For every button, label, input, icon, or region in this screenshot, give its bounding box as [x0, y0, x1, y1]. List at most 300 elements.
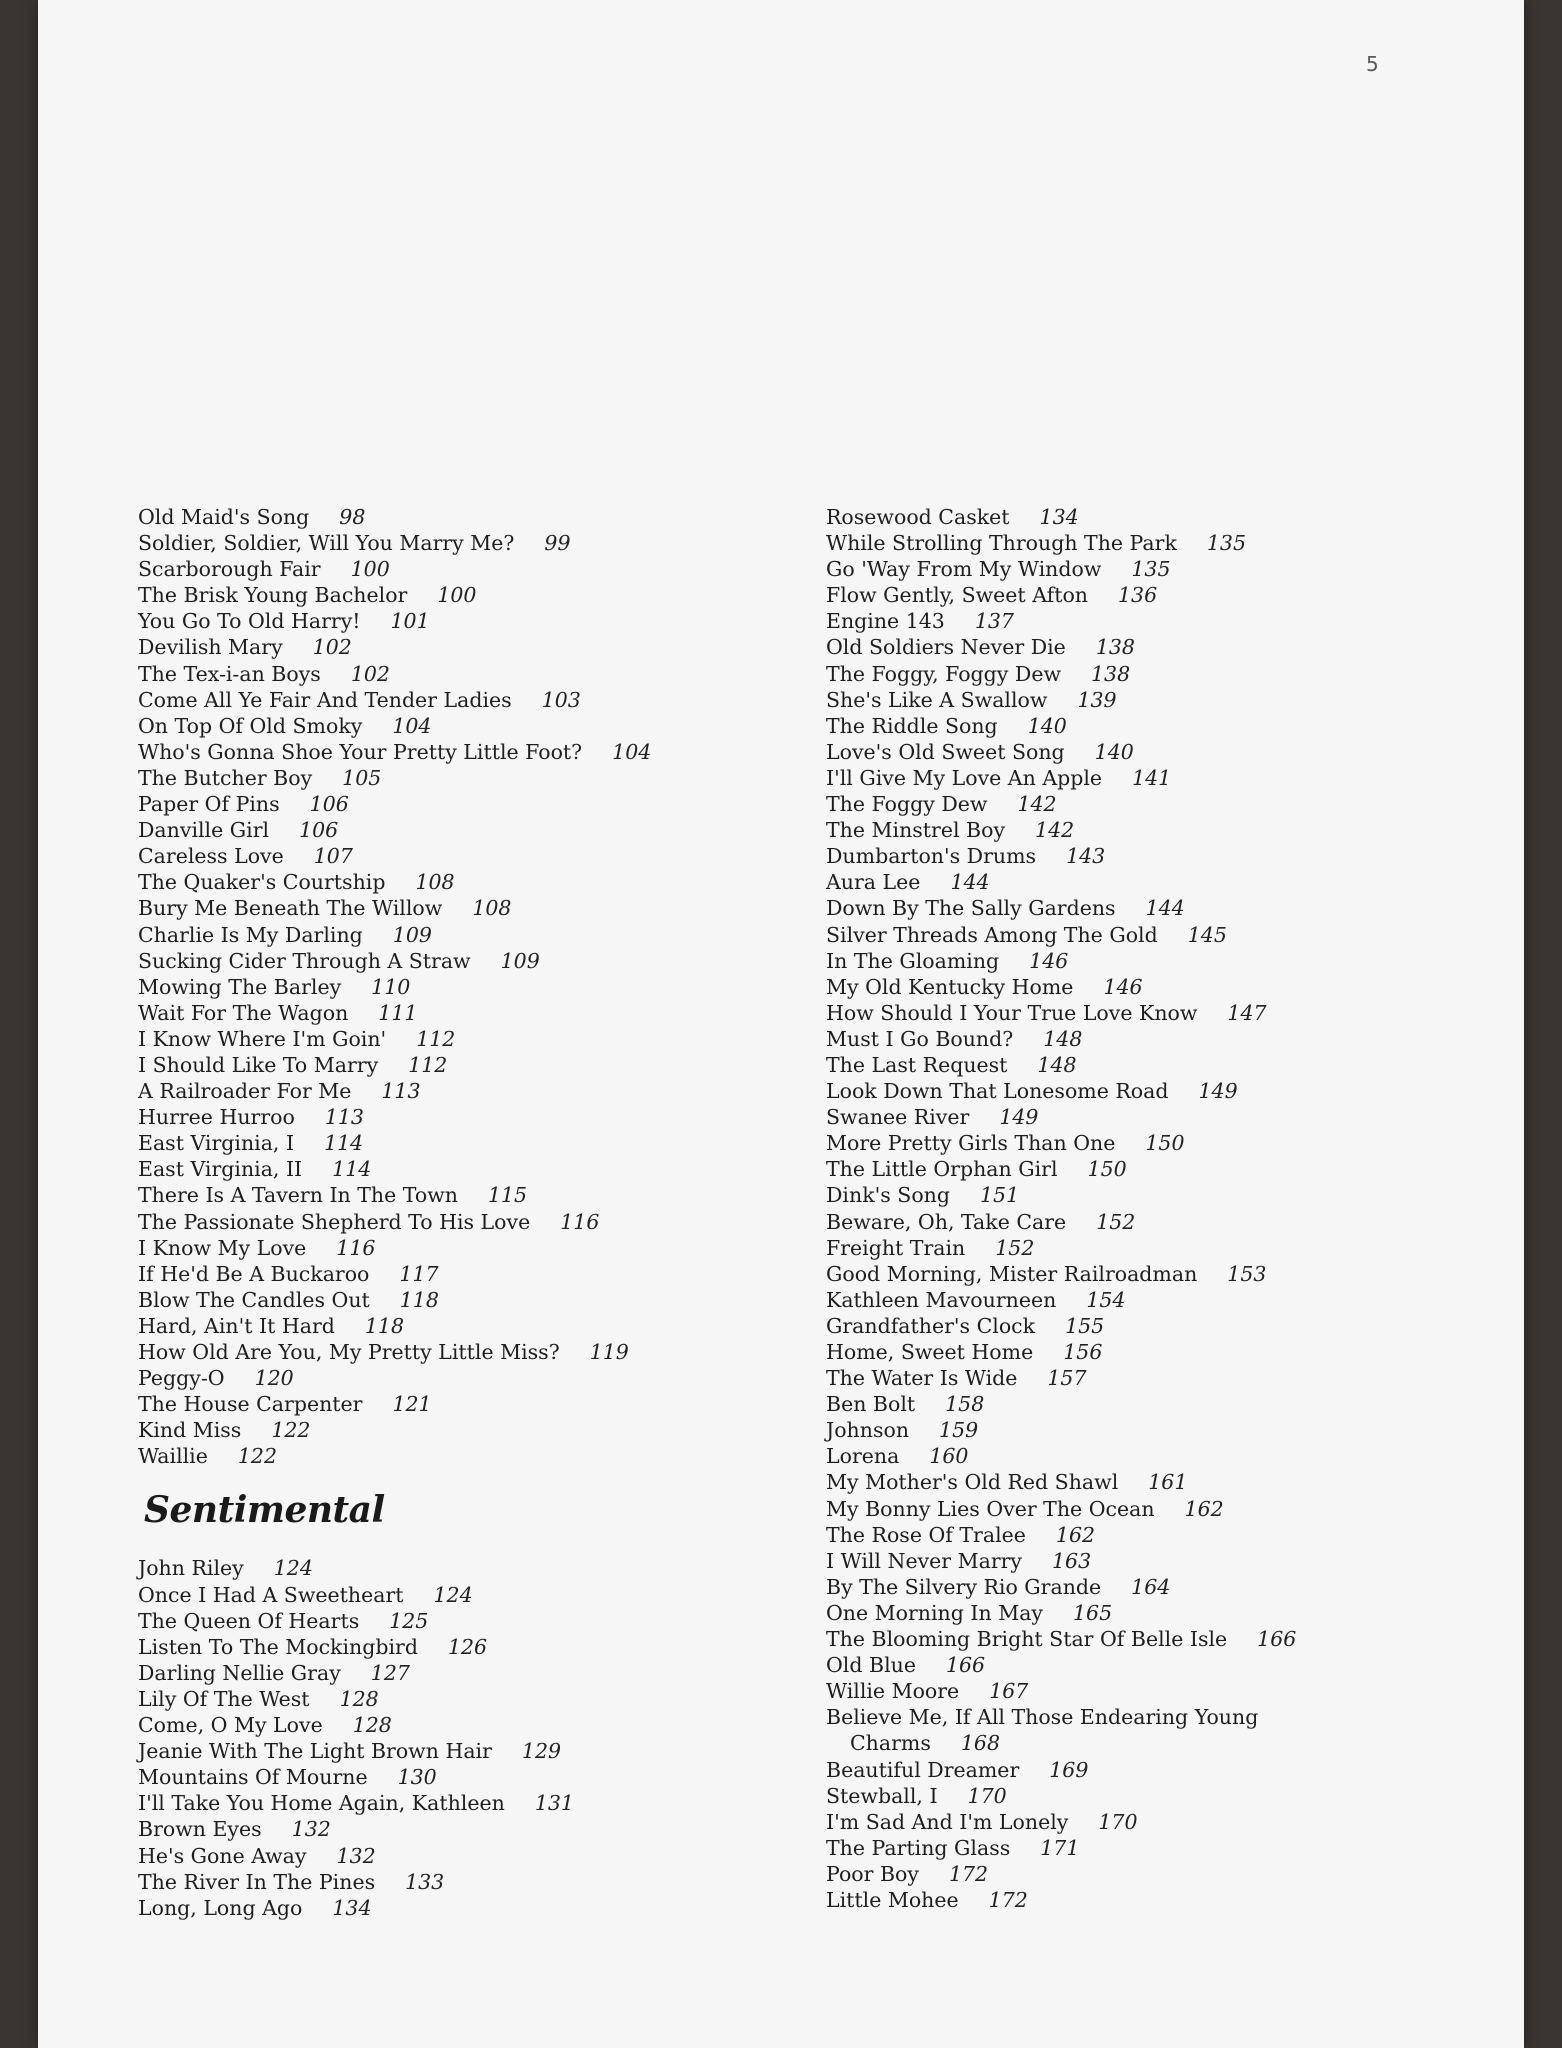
page-ref: 115 — [487, 1183, 528, 1208]
song-title: The Tex-i-an Boys — [138, 661, 321, 686]
toc-entry — [826, 1365, 1506, 1391]
toc-entry — [138, 922, 758, 948]
song-title: Look Down That Lonesome Road — [826, 1079, 1169, 1104]
song-title: Love's Old Sweet Song — [826, 739, 1065, 764]
toc-entry — [138, 739, 758, 765]
toc-entry — [826, 1443, 1506, 1469]
toc-entry — [826, 530, 1506, 556]
toc-entry — [138, 530, 758, 556]
page-ref: 164 — [1131, 1574, 1171, 1599]
toc-entry — [826, 1261, 1506, 1287]
song-title: Kathleen Mavourneen — [826, 1287, 1057, 1312]
page-ref: 171 — [1040, 1835, 1080, 1860]
toc-entry — [138, 1843, 758, 1869]
page-ref: 143 — [1066, 844, 1106, 869]
page-ref: 136 — [1118, 583, 1158, 608]
song-title: On Top Of Old Smoky — [138, 713, 363, 738]
song-title: Listen To The Mockingbird — [138, 1634, 418, 1659]
page-ref: 128 — [352, 1713, 392, 1738]
song-title: More Pretty Girls Than One — [826, 1131, 1116, 1156]
song-title: The Blooming Bright Star Of Belle Isle — [826, 1627, 1228, 1652]
page-number: 5 — [1366, 52, 1379, 76]
song-title: Old Maid's Song — [138, 505, 310, 529]
song-title: Dink's Song — [826, 1183, 951, 1208]
page-ref: 108 — [415, 870, 455, 895]
toc-entry — [826, 869, 1506, 895]
page-ref: 170 — [1098, 1809, 1138, 1834]
toc-entry — [826, 765, 1506, 791]
toc-entry — [138, 1261, 758, 1287]
toc-entry — [138, 948, 758, 974]
toc-entry — [826, 608, 1506, 634]
song-title: By The Silvery Rio Grande — [826, 1574, 1102, 1599]
toc-entry — [138, 1104, 758, 1130]
page-ref: 149 — [1198, 1079, 1238, 1104]
toc-entry — [138, 895, 758, 921]
page-ref: 170 — [967, 1783, 1007, 1808]
song-title: In The Gloaming — [826, 948, 1000, 973]
page-ref: 144 — [1145, 896, 1185, 921]
toc-entry — [138, 1182, 758, 1208]
toc-entry — [138, 1156, 758, 1182]
page-ref: 167 — [989, 1679, 1029, 1704]
song-title: Good Morning, Mister Railroadman — [826, 1261, 1198, 1286]
page-ref: 139 — [1077, 687, 1117, 712]
song-title: Old Blue — [826, 1653, 916, 1678]
toc-entry — [826, 713, 1506, 739]
song-title: Who's Gonna Shoe Your Pretty Little Foot? — [138, 739, 583, 764]
toc-entry — [826, 1313, 1506, 1339]
song-title: The River In The Pines — [138, 1869, 376, 1894]
page-ref: 112 — [408, 1052, 448, 1077]
song-title: The Foggy, Foggy Dew — [826, 661, 1062, 686]
page-ref: 166 — [1257, 1627, 1297, 1652]
page-ref: 109 — [500, 948, 540, 973]
page-ref: 160 — [929, 1444, 969, 1469]
toc-entry — [826, 1783, 1506, 1809]
section-heading-sentimental: Sentimental — [144, 1489, 385, 1532]
page-ref: 135 — [1206, 531, 1247, 556]
toc-entry — [138, 1895, 758, 1921]
page-ref: 118 — [399, 1287, 439, 1312]
toc-entry — [138, 843, 758, 869]
toc-entry — [138, 1634, 758, 1660]
toc-entry — [826, 1809, 1506, 1835]
song-title: The Rose Of Tralee — [826, 1522, 1026, 1547]
page-ref: 114 — [324, 1131, 364, 1156]
toc-entry — [826, 1600, 1506, 1626]
right-entries — [826, 504, 1506, 1913]
toc-entry — [826, 739, 1506, 765]
toc-entry — [138, 1790, 758, 1816]
song-title: I Know Where I'm Goin' — [138, 1026, 387, 1051]
song-title: Home, Sweet Home — [826, 1340, 1034, 1364]
toc-entry — [138, 1816, 758, 1842]
song-title: Come, O My Love — [138, 1713, 323, 1738]
song-title: The Water Is Wide — [826, 1366, 1018, 1391]
song-title: Grandfather's Clock — [826, 1313, 1036, 1338]
page-ref: 153 — [1227, 1261, 1267, 1286]
page-ref: 108 — [472, 896, 512, 921]
song-title: There Is A Tavern In The Town — [138, 1183, 458, 1208]
page-ref: 102 — [312, 635, 352, 660]
page-ref: 154 — [1086, 1287, 1126, 1312]
page-ref: 98 — [339, 505, 366, 529]
toc-entry — [138, 1287, 758, 1313]
song-title: Swanee River — [826, 1105, 970, 1130]
toc-entry — [826, 1704, 1370, 1756]
song-title: Kind Miss — [138, 1418, 242, 1443]
song-title: Engine 143 — [826, 609, 945, 634]
song-title: The Minstrel Boy — [826, 818, 1006, 843]
page-ref: 127 — [370, 1660, 410, 1685]
song-title: Down By The Sally Gardens — [826, 896, 1116, 921]
toc-entry — [826, 1417, 1506, 1443]
page-ref: 110 — [371, 974, 411, 999]
toc-entry — [138, 1660, 758, 1686]
song-title: Scarborough Fair — [138, 557, 321, 582]
page-ref: 109 — [392, 922, 432, 947]
page-ref: 161 — [1148, 1470, 1188, 1495]
song-title: The Queen Of Hearts — [138, 1608, 360, 1633]
page-ref: 152 — [995, 1235, 1035, 1260]
toc-entry — [826, 1339, 1506, 1365]
toc-entry — [138, 608, 758, 634]
song-title: The Passionate Shepherd To His Love — [138, 1209, 531, 1234]
page-ref: 124 — [273, 1556, 313, 1581]
song-title: Flow Gently, Sweet Afton — [826, 583, 1089, 608]
toc-entry — [826, 1209, 1506, 1235]
toc-entry — [138, 687, 758, 713]
page-ref: 122 — [271, 1418, 311, 1443]
page-ref: 121 — [392, 1392, 432, 1417]
toc-entry — [826, 1391, 1506, 1417]
song-title: The Foggy Dew — [826, 792, 988, 817]
toc-entry — [826, 1626, 1506, 1652]
song-title: Little Mohee — [826, 1887, 959, 1912]
song-title: If He'd Be A Buckaroo — [138, 1261, 370, 1286]
toc-entry — [138, 1339, 758, 1365]
toc-entry — [138, 582, 758, 608]
song-title: Careless Love — [138, 844, 284, 869]
song-title: Mowing The Barley — [138, 974, 342, 999]
song-title: How Old Are You, My Pretty Little Miss? — [138, 1340, 560, 1364]
song-title: Brown Eyes — [138, 1817, 262, 1842]
page-ref: 116 — [560, 1209, 600, 1234]
toc-entry — [826, 1887, 1506, 1913]
song-title: My Old Kentucky Home — [826, 974, 1074, 999]
page-ref: 166 — [945, 1653, 986, 1678]
song-title: Dumbarton's Drums — [826, 844, 1037, 869]
toc-entry — [826, 974, 1506, 1000]
song-title: The Parting Glass — [826, 1835, 1011, 1860]
toc-entry — [826, 504, 1506, 530]
page-ref: 135 — [1131, 557, 1171, 582]
toc-entry — [138, 1686, 758, 1712]
page-ref: 133 — [405, 1869, 445, 1894]
toc-entry — [826, 1757, 1506, 1783]
page-ref: 125 — [389, 1608, 429, 1633]
song-title: The Butcher Boy — [138, 765, 313, 790]
toc-entry — [826, 1000, 1506, 1026]
song-title: Soldier, Soldier, Will You Marry Me? — [138, 531, 515, 556]
toc-entry — [138, 1608, 758, 1634]
page-ref: 138 — [1095, 635, 1135, 660]
page-ref: 145 — [1187, 922, 1227, 947]
toc-entry — [138, 765, 758, 791]
song-title: Peggy-O — [138, 1366, 225, 1391]
song-title: Johnson — [826, 1418, 910, 1443]
toc-entry — [826, 1235, 1506, 1261]
page-ref: 149 — [999, 1105, 1039, 1130]
song-title: East Virginia, II — [138, 1157, 303, 1182]
toc-entry — [138, 1026, 758, 1052]
page-ref: 163 — [1052, 1548, 1092, 1573]
song-title: Hard, Ain't It Hard — [138, 1313, 335, 1338]
toc-entry — [138, 1869, 758, 1895]
toc-entry — [826, 1522, 1506, 1548]
page-ref: 141 — [1132, 765, 1172, 790]
toc-entry — [138, 1417, 758, 1443]
toc-entry — [826, 1182, 1506, 1208]
song-title: Hurree Hurroo — [138, 1105, 295, 1130]
page-ref: 158 — [945, 1392, 985, 1417]
page-ref: 116 — [336, 1235, 376, 1260]
song-title: I'm Sad And I'm Lonely — [826, 1809, 1069, 1834]
song-title: A Railroader For Me — [138, 1079, 352, 1104]
song-title: The Last Request — [826, 1052, 1008, 1077]
page-ref: 103 — [541, 687, 581, 712]
toc-entry — [826, 1130, 1506, 1156]
song-title: Danville Girl — [138, 818, 270, 843]
song-title: I Know My Love — [138, 1235, 307, 1260]
song-title: Bury Me Beneath The Willow — [138, 896, 443, 921]
toc-entry — [138, 791, 758, 817]
page-ref: 156 — [1063, 1340, 1103, 1364]
toc-entry — [138, 1555, 758, 1581]
left-column — [138, 504, 758, 1921]
page-ref: 147 — [1227, 1000, 1267, 1025]
page-ref: 119 — [589, 1340, 629, 1364]
page-ref: 144 — [950, 870, 990, 895]
toc-entry — [826, 582, 1506, 608]
song-title: Charlie Is My Darling — [138, 922, 363, 947]
song-title: I'll Give My Love An Apple — [826, 765, 1103, 790]
page-ref: 150 — [1145, 1131, 1185, 1156]
song-title: Paper Of Pins — [138, 792, 280, 817]
toc-entry — [138, 1391, 758, 1417]
page-ref: 118 — [364, 1313, 405, 1338]
song-title: How Should I Your True Love Know — [826, 1000, 1198, 1025]
toc-entry — [826, 791, 1506, 817]
page-ref: 132 — [336, 1843, 376, 1868]
toc-entry — [138, 1235, 758, 1261]
song-title: Lily Of The West — [138, 1686, 310, 1711]
page-ref: 126 — [447, 1634, 488, 1659]
song-title: East Virginia, I — [138, 1131, 295, 1156]
page-ref: 148 — [1043, 1026, 1083, 1051]
song-title: While Strolling Through The Park — [826, 531, 1177, 556]
toc-entry — [826, 1861, 1506, 1887]
song-title: Poor Boy — [826, 1861, 919, 1886]
song-title: Jeanie With The Light Brown Hair — [138, 1739, 492, 1764]
page-ref: 117 — [399, 1261, 439, 1286]
song-title: Freight Train — [826, 1235, 966, 1260]
song-title: Darling Nellie Gray — [138, 1660, 341, 1685]
song-title: Beware, Oh, Take Care — [826, 1209, 1067, 1234]
toc-entry — [138, 1130, 758, 1156]
toc-entry — [826, 1026, 1506, 1052]
page-ref: 169 — [1049, 1757, 1089, 1782]
page-ref: 162 — [1184, 1496, 1224, 1521]
page-ref: 134 — [1039, 505, 1079, 529]
song-title: I Will Never Marry — [826, 1548, 1023, 1573]
song-title: Beautiful Dreamer — [826, 1757, 1020, 1782]
page-ref: 146 — [1103, 974, 1143, 999]
toc-entry — [826, 1156, 1506, 1182]
page-ref: 107 — [313, 844, 353, 869]
toc-entry — [826, 922, 1506, 948]
toc-entry — [826, 661, 1506, 687]
page-ref: 137 — [974, 609, 1014, 634]
page-ref: 113 — [381, 1079, 421, 1104]
page-ref: 152 — [1096, 1209, 1136, 1234]
page-ref: 168 — [960, 1731, 1001, 1756]
song-title: She's Like A Swallow — [826, 687, 1048, 712]
page-ref: 140 — [1094, 739, 1134, 764]
page-ref: 128 — [339, 1686, 379, 1711]
toc-entry — [826, 843, 1506, 869]
toc-entry — [826, 1052, 1506, 1078]
page-ref: 101 — [390, 609, 430, 634]
page-ref: 140 — [1027, 713, 1067, 738]
page-ref: 150 — [1087, 1157, 1127, 1182]
song-title: Once I Had A Sweetheart — [138, 1582, 404, 1607]
toc-entry — [138, 661, 758, 687]
toc-entry — [826, 948, 1506, 974]
song-title: The Little Orphan Girl — [826, 1157, 1058, 1182]
song-title: Lorena — [826, 1444, 900, 1469]
toc-entry — [138, 1582, 758, 1608]
song-title: One Morning In May — [826, 1600, 1044, 1625]
page-ref: 172 — [948, 1861, 989, 1886]
song-title: Blow The Candles Out — [138, 1287, 370, 1312]
toc-entry — [826, 1104, 1506, 1130]
song-title: John Riley — [138, 1556, 244, 1581]
page-ref: 157 — [1047, 1366, 1087, 1391]
page-ref: 111 — [378, 1000, 418, 1025]
song-title: Mountains Of Mourne — [138, 1765, 368, 1790]
song-title: Waillie — [138, 1444, 208, 1469]
page-ref: 124 — [433, 1582, 473, 1607]
song-title: Rosewood Casket — [826, 505, 1010, 529]
toc-entry — [826, 556, 1506, 582]
page-ref: 146 — [1029, 948, 1069, 973]
song-title: Must I Go Bound? — [826, 1026, 1014, 1051]
page-ref: 106 — [309, 792, 349, 817]
page-ref: 122 — [237, 1444, 278, 1469]
left-entries-top — [138, 504, 758, 1469]
toc-entry — [826, 817, 1506, 843]
song-title: The Brisk Young Bachelor — [138, 583, 408, 608]
toc-entry — [826, 1078, 1506, 1104]
page-ref: 138 — [1091, 661, 1131, 686]
song-title: The Riddle Song — [826, 713, 998, 738]
toc-entry — [138, 504, 758, 530]
toc-entry — [138, 1209, 758, 1235]
song-title: Wait For The Wagon — [138, 1000, 349, 1025]
page-ref: 165 — [1073, 1600, 1113, 1625]
toc-entry — [826, 1548, 1506, 1574]
toc-entry — [826, 1574, 1506, 1600]
toc-entry — [138, 1712, 758, 1738]
toc-entry — [138, 1443, 758, 1469]
page-ref: 100 — [350, 557, 390, 582]
toc-entry — [138, 713, 758, 739]
toc-entry — [826, 1835, 1506, 1861]
toc-entry — [138, 1000, 758, 1026]
page-ref: 151 — [980, 1183, 1020, 1208]
toc-entry — [138, 634, 758, 660]
song-title: He's Gone Away — [138, 1843, 307, 1868]
page-ref: 100 — [437, 583, 477, 608]
page-ref: 130 — [397, 1765, 437, 1790]
page-ref: 172 — [988, 1887, 1028, 1912]
toc-entry — [826, 1496, 1506, 1522]
song-title: Sucking Cider Through A Straw — [138, 948, 471, 973]
song-title: My Mother's Old Red Shawl — [826, 1470, 1119, 1495]
page-ref: 113 — [324, 1105, 364, 1130]
song-title: Silver Threads Among The Gold — [826, 922, 1158, 947]
song-title: Devilish Mary — [138, 635, 283, 660]
page-ref: 106 — [299, 818, 339, 843]
toc-entry — [138, 1738, 758, 1764]
right-column — [826, 504, 1506, 1913]
song-title: You Go To Old Harry! — [138, 609, 361, 634]
page-ref: 105 — [342, 765, 382, 790]
song-title: The House Carpenter — [138, 1392, 363, 1417]
page-ref: 131 — [534, 1791, 574, 1816]
page-ref: 132 — [291, 1817, 331, 1842]
page-ref: 142 — [1035, 818, 1075, 843]
toc-entry — [826, 1469, 1506, 1495]
toc-entry — [826, 1678, 1506, 1704]
song-title: Stewball, I — [826, 1783, 938, 1808]
page-ref: 129 — [521, 1739, 562, 1764]
book-page — [38, 0, 1524, 2048]
song-title: Old Soldiers Never Die — [826, 635, 1066, 660]
song-title: Come All Ye Fair And Tender Ladies — [138, 687, 512, 712]
toc-entry — [138, 1313, 758, 1339]
song-title: I Should Like To Marry — [138, 1052, 379, 1077]
page-ref: 155 — [1065, 1313, 1105, 1338]
page-ref: 162 — [1055, 1522, 1096, 1547]
page-ref: 120 — [254, 1366, 294, 1391]
page-ref: 148 — [1037, 1052, 1077, 1077]
toc-entry — [138, 1078, 758, 1104]
song-title: Long, Long Ago — [138, 1895, 303, 1920]
page-ref: 114 — [332, 1157, 372, 1182]
toc-entry — [826, 634, 1506, 660]
song-title: I'll Take You Home Again, Kathleen — [138, 1791, 505, 1816]
toc-entry — [138, 1365, 758, 1391]
toc-entry — [138, 1052, 758, 1078]
toc-entry — [826, 1287, 1506, 1313]
song-title: Aura Lee — [826, 870, 921, 895]
toc-entry — [826, 895, 1506, 921]
song-title: Ben Bolt — [826, 1392, 916, 1417]
page-ref: 112 — [416, 1026, 456, 1051]
